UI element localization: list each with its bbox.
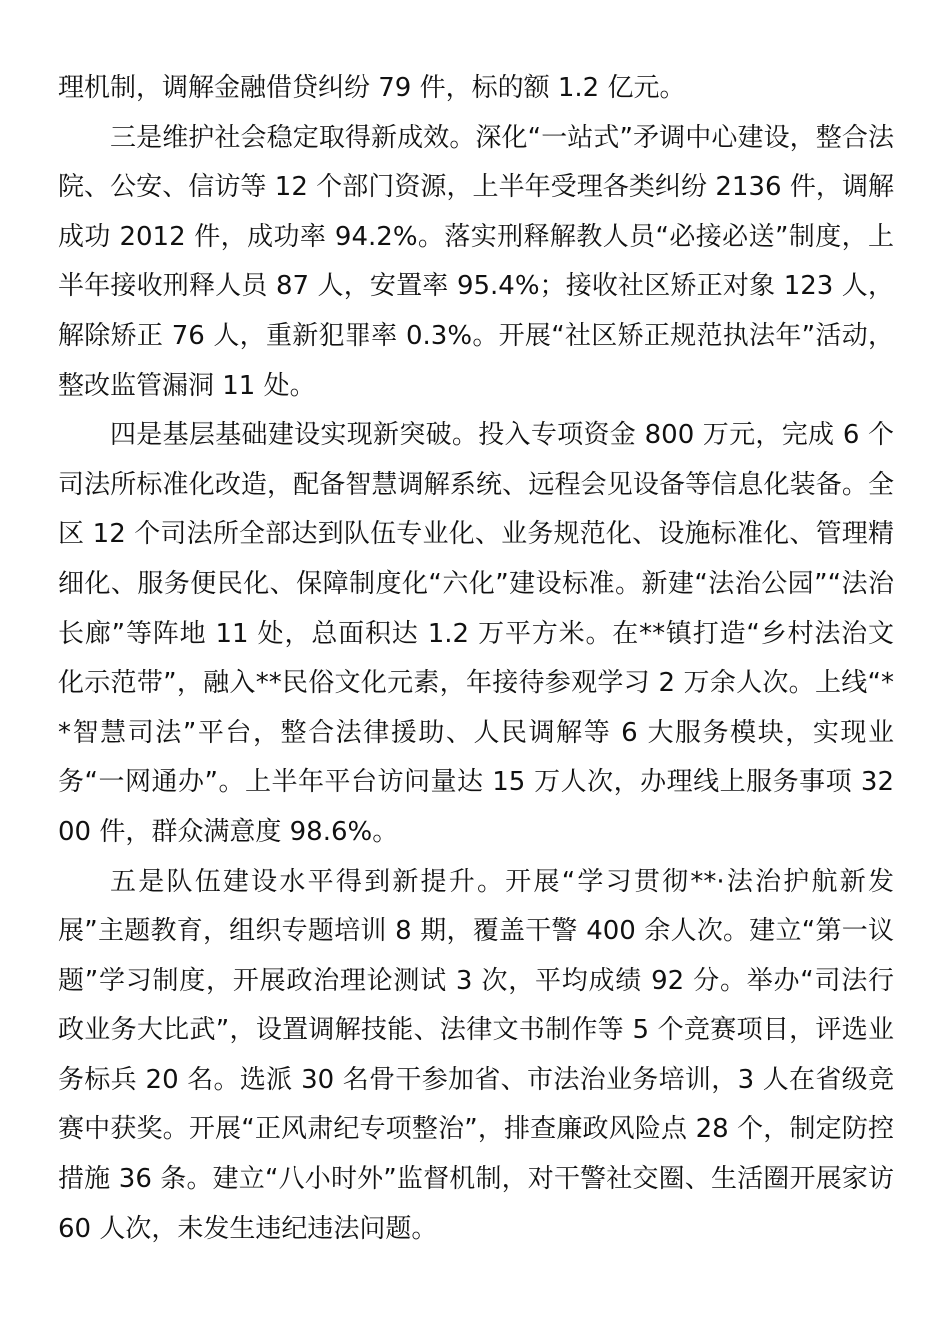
document-page — [58, 64, 894, 1254]
paragraph-social-stability: 三是维护社会稳定取得新成效。深化“一站式”矛调中心建设，整合法院、公安、信访等 12 个部门资源，上半年受理各类纠纷 2136 件，调解成功 2012 件，成功率 94.2%。落实刑释解教人员“必接必送”制度，上半年接收刑释人员 87 人，安置率 95.4%；接收社区矫正对象 123 人，解除矫正 76 人，重新犯罪率 0.3%。开展“社区矫正规范执法年”活动，整改监管漏洞 11 处。 — [58, 122, 894, 401]
paragraph-continuation: 理机制，调解金融借贷纠纷 79 件，标的额 1.2 亿元。 — [58, 73, 686, 103]
paragraph-grassroots-construction: 四是基层基础建设实现新突破。投入专项资金 800 万元，完成 6 个司法所标准化改造，配备智慧调解系统、远程会见设备等信息化装备。全区 12 个司法所全部达到队伍专业化、业务规范化、设施标准化、管理精细化、服务便民化、保障制度化“六化”建设标准。新建“法治公园”“法治长廊”等阵地 11 处，总面积达 1.2 万平方米。在**镇打造“乡村法治文化示范带”，融入**民俗文化元素，年接待参观学习 2 万余人次。上线“**智慧司法”平台，整合法律援助、人民调解等 6 大服务模块，实现业务“一网通办”。上半年平台访问量达 15 万人次，办理线上服务事项 3200 件，群众满意度 98.6%。 — [58, 420, 894, 847]
paragraph-team-building: 五是队伍建设水平得到新提升。开展“学习贯彻**·法治护航新发展”主题教育，组织专题培训 8 期，覆盖干警 400 余人次。建立“第一议题”学习制度，开展政治理论测试 3 次，平均成绩 92 分。举办“司法行政业务大比武”，设置调解技能、法律文书制作等 5 个竞赛项目，评选业务标兵 20 名。选派 30 名骨干参加省、市法治业务培训，3 人在省级竞赛中获奖。开展“正风肃纪专项整治”，排查廉政风险点 28 个，制定防控措施 36 条。建立“八小时外”监督机制，对干警社交圈、生活圈开展家访 60 人次，未发生违纪违法问题。 — [58, 866, 894, 1244]
